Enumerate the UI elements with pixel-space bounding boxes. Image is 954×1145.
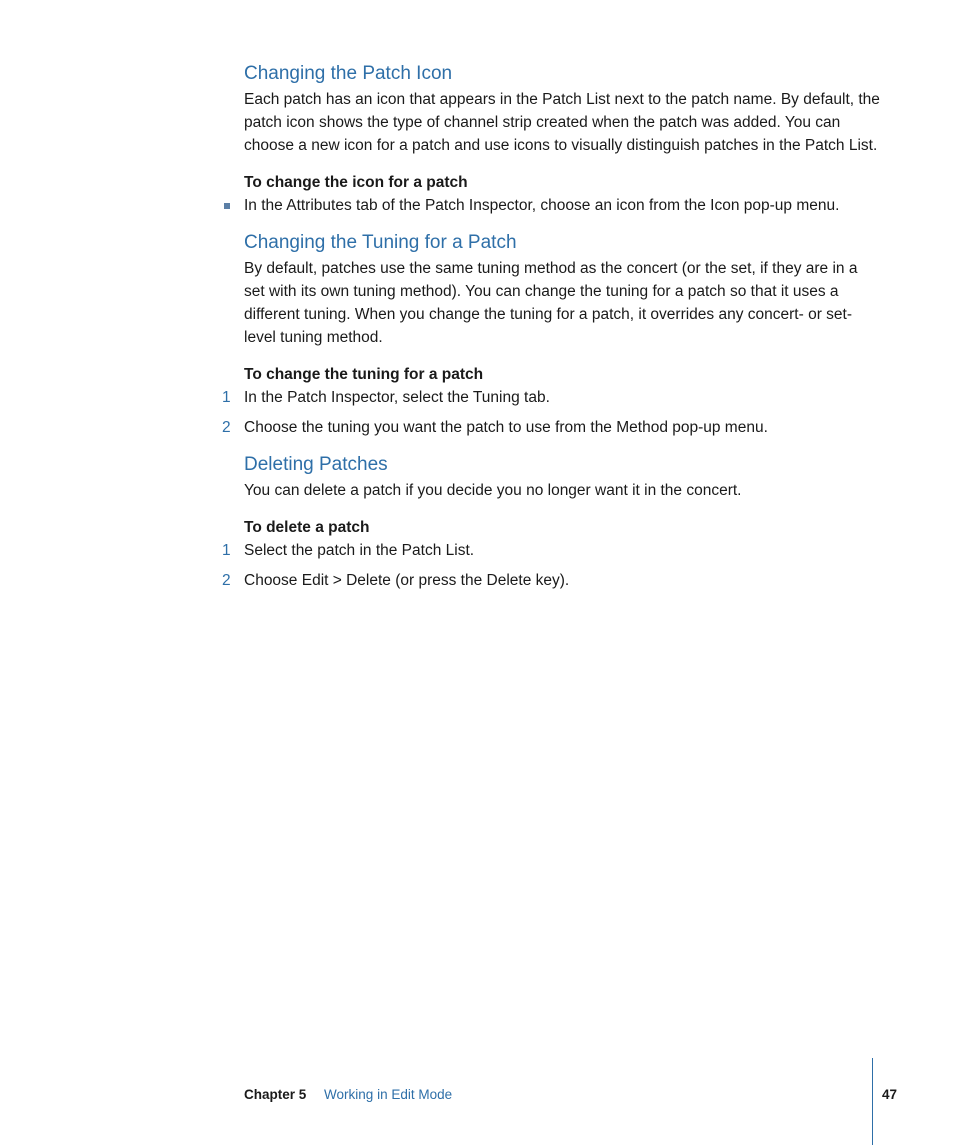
step-number: 2: [222, 419, 231, 436]
task-title-delete-patch: To delete a patch: [244, 519, 370, 536]
page-content: [222, 60, 880, 592]
step-item: [222, 569, 880, 592]
section-body-deleting: You can delete a patch if you decide you no longer want it in the concert.: [244, 482, 742, 499]
step-text: Choose the tuning you want the patch to use from the Method pop-up menu.: [244, 419, 768, 436]
step-text: In the Patch Inspector, select the Tuning tab.: [244, 389, 550, 406]
step-text: Select the patch in the Patch List.: [244, 542, 475, 559]
task-title-change-tuning: To change the tuning for a patch: [244, 366, 484, 383]
step-number: 1: [222, 389, 231, 406]
step-number: 2: [222, 572, 231, 589]
footer-chapter-title: Working in Edit Mode: [324, 1087, 453, 1102]
page-number: 47: [882, 1087, 898, 1102]
bullet-text: In the Attributes tab of the Patch Inspector, choose an icon from the Icon pop-up menu.: [244, 197, 840, 214]
step-item: [222, 416, 880, 439]
page-footer: [244, 1086, 452, 1104]
step-item: [222, 539, 880, 562]
section-body-tuning: By default, patches use the same tuning method as the concert (or the set, if they are in a set with its own tuning method). You can change the tuning for a patch so that it uses a different tuning. When you change the tuning for a patch, it overrides any concert- or set-level tuning method.: [244, 260, 858, 346]
step-number: 1: [222, 542, 231, 559]
footer-chapter-label: Chapter 5: [244, 1087, 307, 1102]
section-body-patch-icon: Each patch has an icon that appears in the Patch List next to the patch name. By default, the patch icon shows the type of channel strip created when the patch was added. You can choose a new icon for a patch and use icons to visually distinguish patches in the Patch List.: [244, 91, 880, 154]
section-heading-deleting: Deleting Patches: [244, 454, 388, 475]
footer-divider: [872, 1058, 873, 1145]
square-bullet-icon: [224, 203, 230, 209]
step-item: [222, 386, 880, 409]
task-title-change-icon: To change the icon for a patch: [244, 174, 468, 191]
section-heading-tuning: Changing the Tuning for a Patch: [244, 232, 517, 253]
bullet-item: [244, 194, 880, 217]
step-text: Choose Edit > Delete (or press the Delete key).: [244, 572, 570, 589]
section-heading-patch-icon: Changing the Patch Icon: [244, 63, 453, 84]
